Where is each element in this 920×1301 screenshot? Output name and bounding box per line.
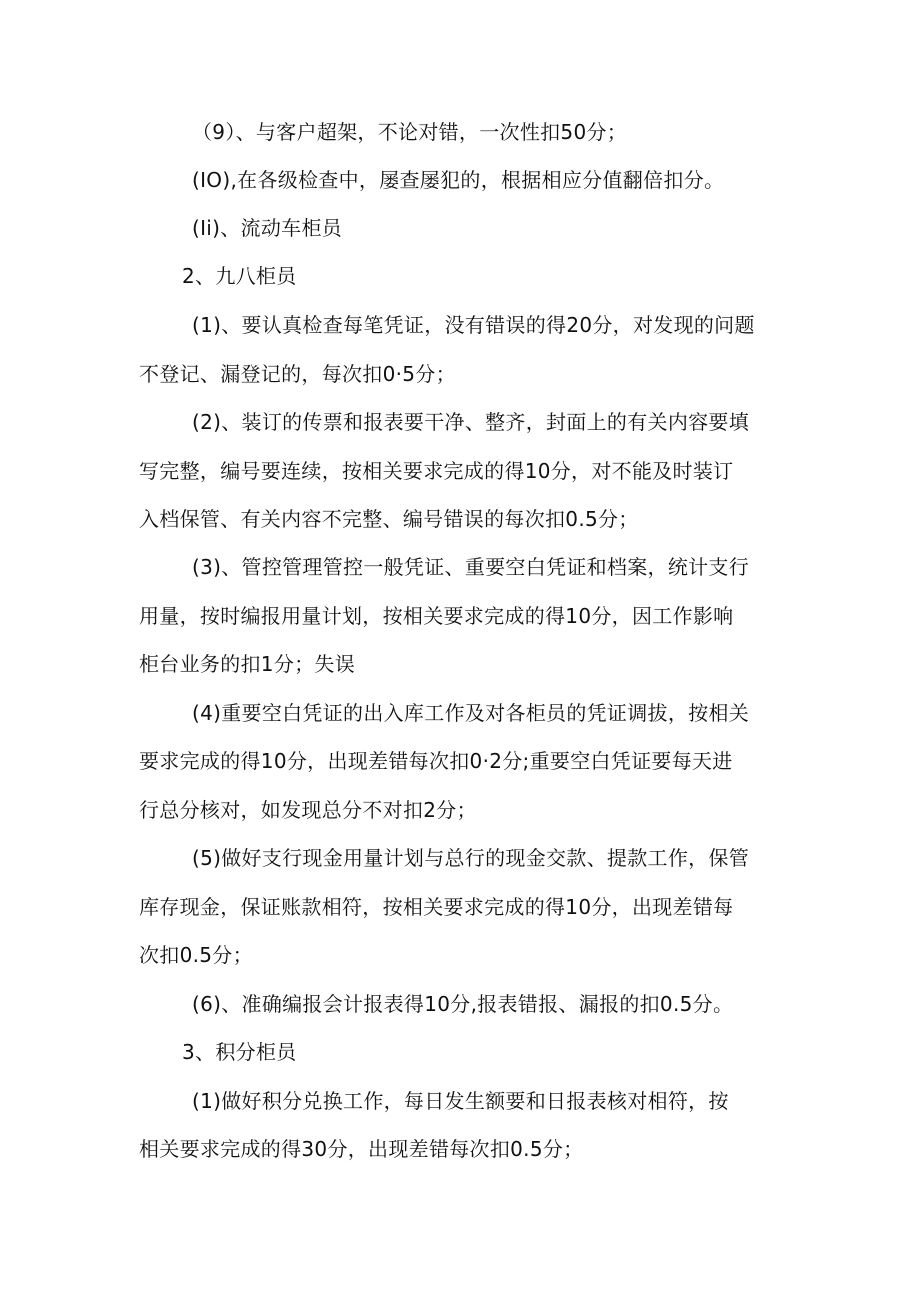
- text-line-11: 用量，按时编报用量计划，按相关要求完成的得10分，因工作影响: [139, 604, 734, 628]
- text-line-9: 入档保管、有关内容不完整、编号错误的每次扣0.5分；: [139, 507, 639, 531]
- section-heading-3: 3、积分柜员: [182, 1040, 297, 1064]
- text-line-17: 库存现金，保证账款相符，按相关要求完成的得10分，出现差错每: [139, 895, 734, 919]
- text-line-22: 相关要求完成的得30分，出现差错每次扣0.5分；: [139, 1137, 584, 1161]
- text-line-16: (5)做好支行现金用量计划与总行的现金交款、提款工作，保管: [192, 846, 750, 870]
- text-line-13: (4)重要空白凭证的出入库工作及对各柜员的凭证调拔，按相关: [192, 701, 750, 725]
- text-line-19: (6)、准确编报会计报表得10分,报表错报、漏报的扣0.5分。: [192, 992, 734, 1016]
- text-line-1: （9）、与客户超架，不论对错，一次性扣50分；: [192, 120, 628, 144]
- text-line-6: 不登记、漏登记的，每次扣0·5分；: [139, 362, 456, 386]
- section-heading-2: 2、九八柜员: [182, 264, 297, 288]
- text-line-5: (1)、要认真检查每笔凭证，没有错误的得20分，对发现的问题: [192, 313, 755, 337]
- text-line-3: (Ii)、流动车柜员: [192, 216, 343, 240]
- text-line-2: (IO),在各级检查中，屡查屡犯的，根据相应分值翻倍扣分。: [192, 168, 725, 192]
- text-line-12: 柜台业务的扣1分；失误: [139, 652, 356, 676]
- text-line-21: (1)做好积分兑换工作，每日发生额要和日报表核对相符，按: [192, 1089, 729, 1113]
- text-line-8: 写完整，编号要连续，按相关要求完成的得10分，对不能及时装订: [139, 459, 734, 483]
- text-line-15: 行总分核对，如发现总分不对扣2分；: [139, 798, 477, 822]
- text-line-7: (2)、装订的传票和报表要干净、整齐，封面上的有关内容要填: [192, 410, 750, 434]
- text-line-10: (3)、管控管理管控一般凭证、重要空白凭证和档案，统计支行: [192, 555, 750, 579]
- text-line-14: 要求完成的得10分，出现差错每次扣0·2分;重要空白凭证要每天进: [139, 749, 733, 773]
- text-line-18: 次扣0.5分；: [139, 943, 253, 967]
